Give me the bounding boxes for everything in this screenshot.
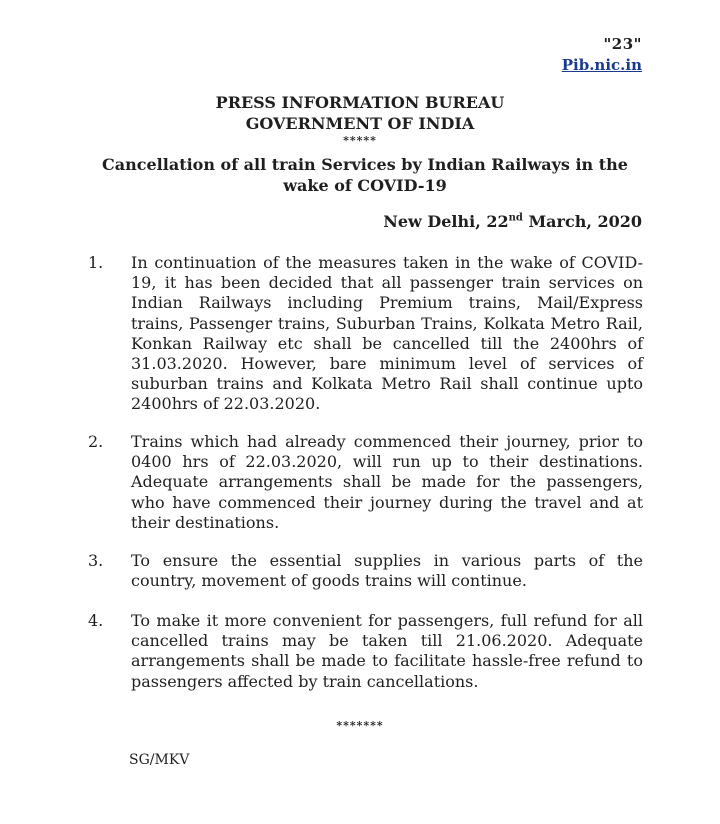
paragraph-number: 3. <box>88 551 104 570</box>
paragraph-number: 4. <box>88 611 104 630</box>
paragraph-text: To make it more convenient for passengers, full refund for all cancelled trains may be taken till 21.06.2020. Adequate arrangements shall be made to facilitate hassle-free refund to passengers affected by train cancellations. <box>131 611 643 691</box>
signature-initials: SG/MKV <box>129 752 190 768</box>
issuer-header <box>0 92 720 148</box>
title-line-1: Cancellation of all train Services by Indian Railways in the <box>102 155 628 174</box>
document-title <box>95 154 635 196</box>
source-link[interactable]: Pib.nic.in <box>561 56 642 74</box>
header-stars: ***** <box>343 134 377 147</box>
paragraph-text: To ensure the essential supplies in various parts of the country, movement of goods trains will continue. <box>131 551 643 591</box>
reference-number: "23" <box>603 35 642 53</box>
paragraph-number: 2. <box>88 432 104 451</box>
title-line-2: wake of COVID-19 <box>283 176 447 195</box>
paragraph-text: In continuation of the measures taken in the wake of COVID-19, it has been decided that all passenger train services on Indian Railways including Premium trains, Mail/Express trains, Passenger trains, Suburban Trains, Kolkata Metro Rail, Konkan Railway etc shall be cancelled till the 2400hrs of 31.03.2020. However, bare minimum level of services of suburban trains and Kolkata Metro Rail shall continue upto 2400hrs of 22.03.2020. <box>131 253 643 414</box>
dateline-prefix: New Delhi, 22 <box>383 212 509 231</box>
end-stars: ******* <box>336 719 384 732</box>
dateline-ordinal: nd <box>508 212 523 224</box>
dateline <box>383 211 642 232</box>
header-line-government: GOVERNMENT OF INDIA <box>245 114 475 133</box>
dateline-suffix: March, 2020 <box>522 212 642 231</box>
paragraph-text: Trains which had already commenced their journey, prior to 0400 hrs of 22.03.2020, will run up to their destinations. Adequate arrangements shall be made for the passengers, who have commenced their journey during the travel and at their destinations. <box>131 432 643 532</box>
reference-block <box>562 34 642 76</box>
header-line-bureau: PRESS INFORMATION BUREAU <box>215 93 505 112</box>
paragraph-number: 1. <box>88 253 104 272</box>
